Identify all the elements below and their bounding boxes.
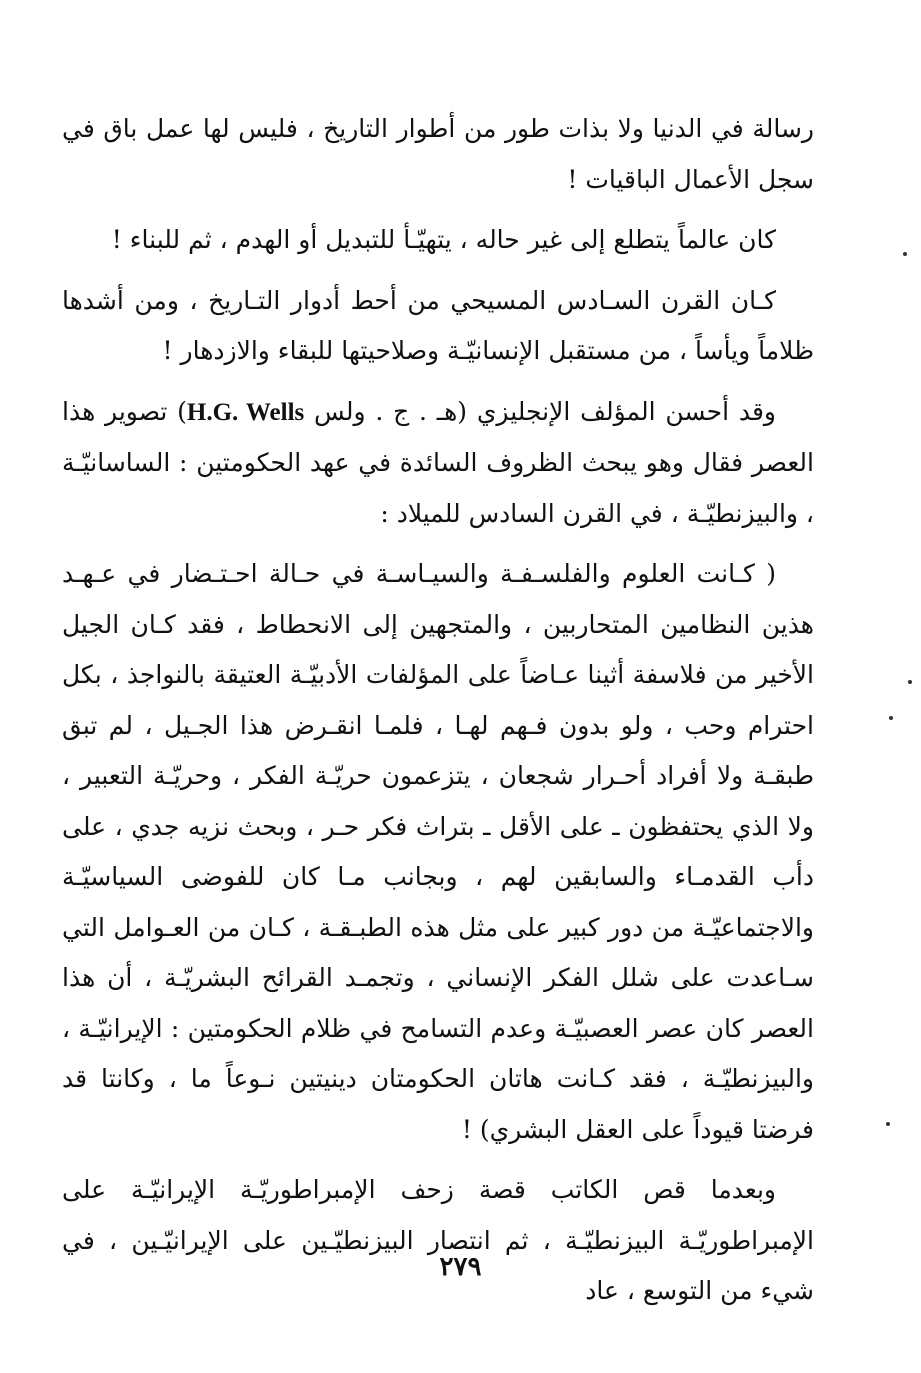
paragraph-1: رسالة في الدنيا ولا بذات طور من أطوار التاريخ ، فليس لها عمل باق في سجل الأعمال الباقيات !: [62, 114, 814, 194]
author-latin-name: H.G. Wells: [186, 398, 305, 426]
paragraph-6: وبعدما قص الكاتب قصة زحف الإمبراطوريّـة الإيرانيّـة على الإمبراطوريّـة البيزنطيّـة ، ثم انتصار البيزنطيّـين على الإيرانيّـين ، في شيء من التوسع ، عاد: [62, 1175, 814, 1305]
scan-speck: [886, 1122, 890, 1126]
paragraph-5-quote: ( كـانت العلوم والفلسـفـة والسيـاسـة في حـالة احـتـضار في عـهـد هذين النظامين المتحاربين ، والمتجهين إلى الانحطاط ، فقد كـان الجيل الأخير من فلاسفة أثينا عـاضاً على المؤلفات الأدبيّـة العتيقة بالنواجذ ، بكل احترام وحب ، ولو بدون فـهم لهـا ، فلمـا انقـرض هذا الجـيل ، لم تبق طبقـة ولا أفراد أحـرار شجعان ، يتزعمون حريّـة الفكر ، وحريّـة التعبير ، ولا الذي يحتفظون ـ على الأقل ـ بتراث فكر حـر ، وبحث نزيه جدي ، على دأب القدمـاء والسابقين لهم ، وبجانب مـا كان للفوضى السياسيّـة والاجتماعيّـة من دور كبير على مثل هذه الطبـقـة ، كـان من العـوامل التي سـاعدت على شلل الفكر الإنساني ، وتجمـد القرائح البشريّـة ، أن هذا العصر كان عصر العصبيّـة وعدم التسامح في ظلام الحكومتين : الإيرانيّـة ، والبيزنطيّـة ، فقد كـانت هاتان الحكومتان دينيتين نـوعاً ما ، وكانتا قد فرضتا قيوداً على العقل البشري) !: [62, 559, 814, 1144]
paragraph-2: كان عالماً يتطلع إلى غير حاله ، يتهيّـأ للتبديل أو الهدم ، ثم للبناء !: [111, 225, 776, 254]
scan-speck: [903, 252, 907, 256]
page-body: [62, 104, 814, 1327]
paragraph-4-after: ) تصوير هذا العصر فقال وهو يبحث الظروف السائدة في عهد الحكومتين : الساسانيّـة ، والبيزنطيّـة ، في القرن السادس للميلاد :: [62, 396, 814, 528]
scan-speck: [889, 716, 893, 720]
page-number: ٢٧٩: [439, 1252, 482, 1282]
scan-speck: [908, 680, 912, 684]
paragraph-3: كـان القرن السـادس المسيحي من أحط أدوار التـاريخ ، ومن أشدها ظلاماً ويأساً ، من مستقبل الإنسانيّـة وصلاحيتها للبقاء والازدهار !: [62, 285, 814, 365]
paragraph-4-before: وقد أحسن المؤلف الإنجليزي (هـ . ج . ولس: [304, 396, 776, 426]
paragraph-4: [62, 387, 814, 540]
